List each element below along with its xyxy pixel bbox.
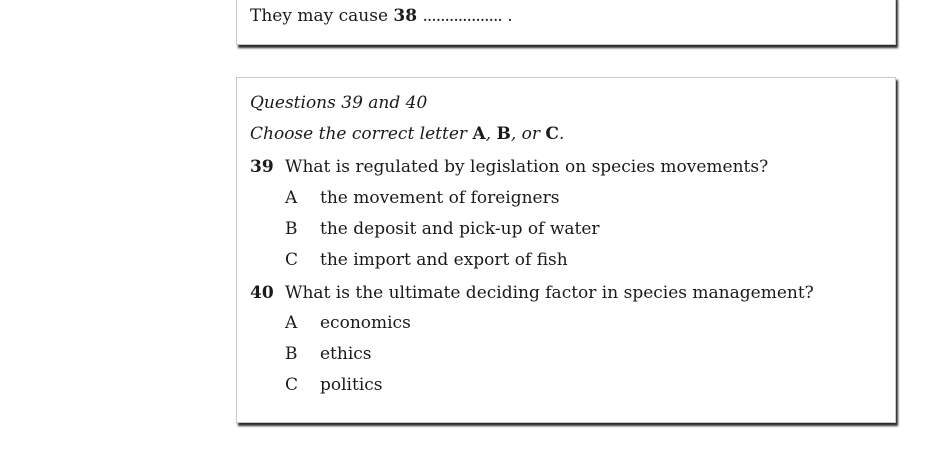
question-38-box [236, 0, 896, 45]
option-text: economics [320, 313, 411, 333]
question-number: 40 [250, 283, 274, 303]
option-letter: A [285, 313, 298, 333]
question-38-line [250, 6, 513, 26]
instruction-letter-c: C [545, 124, 559, 144]
option-letter: C [285, 250, 299, 270]
option-text: the import and export of fish [320, 250, 568, 270]
instruction-or: , or [510, 124, 541, 144]
question-38-blank: .................. [422, 6, 502, 26]
option-letter: A [285, 188, 298, 208]
option-text: the deposit and pick-up of water [320, 219, 600, 239]
question-38-prefix: They may cause [250, 6, 389, 26]
questions-39-40-box [236, 77, 896, 423]
question-number: 39 [250, 157, 274, 177]
instruction-prefix: Choose the correct letter [250, 124, 468, 144]
question-38-number: 38 [393, 6, 418, 26]
instruction-letter-b: B [496, 124, 511, 144]
option-text: ethics [320, 344, 372, 364]
option-text: politics [320, 375, 383, 395]
option-letter: C [285, 375, 299, 395]
option-text: the movement of foreigners [320, 188, 560, 208]
instruction-period: . [558, 124, 565, 144]
section-instruction [250, 124, 564, 144]
instruction-letter-a: A [472, 124, 486, 144]
option-letter: B [285, 219, 298, 239]
question-text: What is regulated by legislation on species movements? [285, 157, 769, 177]
question-text: What is the ultimate deciding factor in species management? [285, 283, 814, 303]
instruction-comma: , [485, 124, 492, 144]
option-letter: B [285, 344, 298, 364]
section-heading: Questions 39 and 40 [250, 93, 428, 113]
question-38-end: . [507, 6, 513, 26]
